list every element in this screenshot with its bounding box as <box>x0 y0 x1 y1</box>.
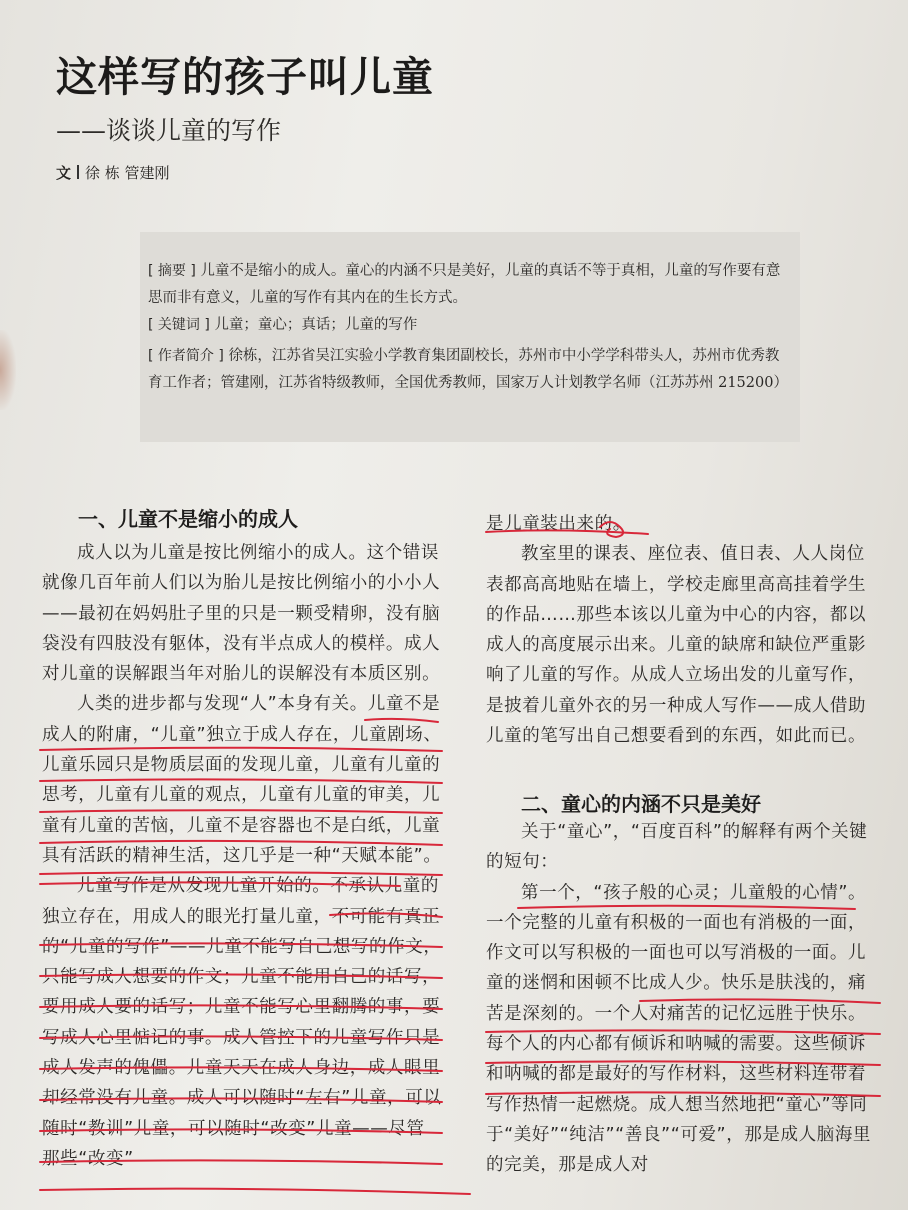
section2-paragraph-1: 关于“童心”，“百度百科”的解释有两个关键的短句： <box>486 822 868 873</box>
article-title: 这样写的孩子叫儿童 <box>56 53 434 101</box>
abstract-keywords-text: 儿童；童心；真话；儿童的写作 <box>214 317 418 333</box>
section1-paragraph-2: 人类的进步都与发现“人”本身有关。儿童不是成人的附庸，“儿童”独立于成人存在，儿童剧场、儿童乐园只是物质层面的发现儿童，儿童有儿童的思考，儿童有儿童的观点，儿童有儿童的审美，儿童有儿童的苦恼，儿童不是容器也不是白纸，儿童具有活跃的精神生活，这几乎是一种“天赋本能”。 <box>42 694 442 866</box>
byline-label: 文 <box>56 164 72 182</box>
section1-paragraph-1: 成人以为儿童是按比例缩小的成人。这个错误就像几百年前人们以为胎儿是按比例缩小的小小人——最初在妈妈肚子里的只是一颗受精卵，没有脑袋没有四肢没有躯体，没有半点成人的模样。成人对儿童的误解跟当年对胎儿的误解没有本质区别。 <box>42 543 441 685</box>
right-column <box>486 509 878 751</box>
abstract-author-label: [ 作者简介 ] <box>148 348 224 364</box>
section1-heading: 一、儿童不是缩小的成人 <box>78 507 298 531</box>
section1-paragraph-3: 儿童写作是从发现儿童开始的。不承认儿童的独立存在，用成人的眼光打量儿童，不可能有真正的“儿童的写作”——儿童不能写自己想写的作文，只能写成人想要的作文；儿童不能用自己的话写，要用成人要的话写；儿童不能写心里翻腾的事，要写成人心里惦记的事。成人管控下的儿童写作只是成人发声的傀儡。儿童天天在成人身边，成人眼里却经常没有儿童。成人可以随时“左右”儿童，可以随时“教训”儿童，可以随时“改变”儿童——尽管那些“改变” <box>42 876 442 1169</box>
section1-carryover: 是儿童装出来的。 <box>486 514 631 534</box>
right-column-section2 <box>486 817 878 1181</box>
abstract-author <box>148 343 788 397</box>
abstract-summary-text: 儿童不是缩小的成人。童心的内涵不只是美好，儿童的真话不等于真相，儿童的写作要有意思而非有意义，儿童的写作有其内在的生长方式。 <box>148 263 781 306</box>
section2-heading: 二、童心的内涵不只是美好 <box>521 792 761 816</box>
abstract-author-text: 徐栋，江苏省吴江实验小学教育集团副校长，苏州市中小学学科带头人，苏州市优秀教育工作者；管建刚，江苏省特级教师，全国优秀教师，国家万人计划教学名师（江苏苏州 215200） <box>148 348 788 391</box>
abstract-summary <box>148 258 788 312</box>
byline-divider <box>77 165 79 179</box>
abstract-keywords-label: [ 关键词 ] <box>148 317 210 333</box>
section2-paragraph-2: 第一个，“孩子般的心灵；儿童般的心情”。一个完整的儿童有积极的一面也有消极的一面，作文可以写积极的一面也可以写消极的一面。儿童的迷惘和困顿不比成人少。快乐是肤浅的，痛苦是深刻的。一个人对痛苦的记忆远胜于快乐。每个人的内心都有倾诉和呐喊的需要。这些倾诉和呐喊的都是最好的写作材料，这些材料连带着写作热情一起燃烧。成人想当然地把“童心”等同于“美好”“纯洁”“善良”“可爱”，那是成人脑海里的完美，那是成人对 <box>486 882 872 1176</box>
finger-shadow <box>0 330 16 410</box>
article-subtitle: ——谈谈儿童的写作 <box>56 116 282 145</box>
section1-paragraph-4: 教室里的课表、座位表、值日表、人人岗位表都高高地贴在墙上，学校走廊里高高挂着学生的作品……那些本该以儿童为中心的内容，都以成人的高度展示出来。儿童的缺席和缺位严重影响了儿童的写作。从成人立场出发的儿童写作，是披着儿童外衣的另一种成人写作——成人借助儿童的笔写出自己想要看到的东西，如此而已。 <box>486 544 867 747</box>
byline-authors: 徐 栋 管建刚 <box>85 164 170 182</box>
left-column <box>42 538 442 1174</box>
abstract-keywords <box>148 312 788 339</box>
byline <box>56 162 170 183</box>
abstract-summary-label: [ 摘要 ] <box>148 263 196 279</box>
underline-mark <box>40 1189 470 1194</box>
